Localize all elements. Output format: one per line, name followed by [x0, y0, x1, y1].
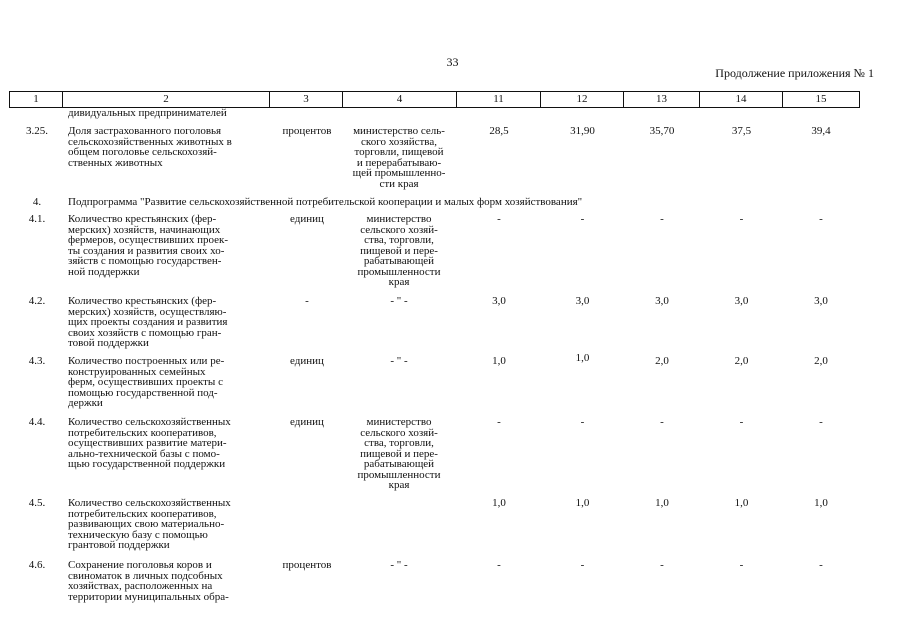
indicator-name: Количество крестьянских (фер- мерских) хозяйств, осуществляю- щих проекты создания и развития своих хозяйств с помощью гран- товой поддержки [68, 295, 228, 349]
unit: единиц [290, 213, 324, 225]
value-col-13: - [660, 416, 664, 428]
value-col-13: 3,0 [655, 295, 669, 307]
value-col-11: 3,0 [492, 295, 506, 307]
row-number: 3.25. [26, 125, 48, 137]
unit: процентов [282, 559, 332, 571]
unit: процентов [282, 125, 332, 137]
value-col-14: 3,0 [734, 295, 749, 307]
value-col-14: - [739, 559, 744, 571]
indicator-name: Сохранение поголовья коров и свиноматок в личных подсобных хозяйствах, расположенных на территории муниципальных обра- [68, 559, 229, 603]
value-col-14: 2,0 [734, 355, 749, 367]
indicator-name: Количество построенных или ре- конструированных семейных ферм, осуществивших проекты с помощью государственной под- держки [68, 355, 225, 409]
header-cell: 15 [783, 92, 860, 108]
header-cell: 2 [63, 92, 270, 108]
responsible-org: - " - [390, 295, 408, 307]
value-col-14: - [739, 213, 744, 225]
header-cell: 14 [700, 92, 783, 108]
value-col-15: 3,0 [814, 295, 828, 307]
value-col-11: - [497, 416, 501, 428]
value-col-13: - [660, 213, 664, 225]
value-col-11: 28,5 [489, 125, 509, 137]
row-number: 4.4. [28, 416, 46, 428]
row-number: 4.6. [28, 559, 46, 571]
responsible-org: министерство сельского хозяй- ства, торговли, пищевой и пере- рабатывающей промышленности края [357, 416, 441, 491]
row-number: 4.2. [28, 295, 46, 307]
page-number: 33 [446, 55, 459, 69]
indicator-name: Количество сельскохозяйственных потребительских кооперативов, осуществивших развитие матери- ально-технической базы с помо- щью государственной поддержки [68, 416, 231, 470]
value-col-12: - [580, 416, 585, 428]
header-cell: 13 [624, 92, 700, 108]
column-header-table [9, 91, 860, 108]
value-col-13: 35,70 [649, 125, 675, 137]
responsible-org: министерство сель- ского хозяйства, торговли, пищевой и перерабатываю- щей промышленно- сти края [352, 125, 446, 190]
value-col-12: - [580, 559, 585, 571]
value-col-14: - [739, 416, 744, 428]
row-number: 4.1. [28, 213, 46, 225]
header-cell: 11 [457, 92, 541, 108]
value-col-15: 2,0 [814, 355, 828, 367]
subprogram-title: Подпрограмма "Развитие сельскохозяйственной потребительской кооперации и малых форм хозяйствования" [68, 196, 583, 208]
row-number: 4.5. [28, 497, 46, 509]
value-col-14: 37,5 [731, 125, 752, 137]
value-col-13: 1,0 [655, 497, 669, 509]
value-col-11: 1,0 [492, 497, 506, 509]
value-col-15: - [819, 213, 823, 225]
value-col-15: - [819, 416, 823, 428]
header-cell: 3 [270, 92, 343, 108]
header-cell: 12 [541, 92, 624, 108]
row-number: 4. [32, 196, 42, 208]
value-col-14: 1,0 [734, 497, 749, 509]
value-col-12: 3,0 [575, 295, 590, 307]
unit: - [305, 295, 309, 307]
responsible-org: - " - [390, 355, 408, 367]
header-cell: 1 [10, 92, 63, 108]
value-col-13: - [660, 559, 664, 571]
indicator-name: Количество крестьянских (фер- мерских) хозяйств, начинающих фермеров, осуществивших проек- ты создания и развития своих хо- зяйств с помощью государствен- ной поддержки [68, 213, 228, 278]
value-col-15: 39,4 [811, 125, 831, 137]
unit: единиц [290, 355, 324, 367]
indicator-name: Количество сельскохозяйственных потребительских кооперативов, развивающих свою материально- техническую базу с помощью грантовой поддержки [68, 497, 231, 551]
value-col-15: - [819, 559, 823, 571]
indicator-name: Доля застрахованного поголовья сельскохозяйственных животных в общем поголовье сельскохозяй- ственных животных [68, 125, 232, 169]
header-cell: 4 [343, 92, 457, 108]
carryover-text: дивидуальных предпринимателей [68, 107, 227, 119]
responsible-org: - " - [390, 559, 408, 571]
continuation-label: Продолжение приложения № 1 [715, 66, 874, 80]
row-number: 4.3. [28, 355, 46, 367]
responsible-org: министерство сельского хозяй- ства, торговли, пищевой и пере- рабатывающей промышленности края [357, 213, 441, 288]
value-col-12: - [580, 213, 585, 225]
value-col-11: 1,0 [492, 355, 506, 367]
value-col-12: 1,0 [575, 352, 590, 364]
header-row [10, 92, 860, 108]
value-col-11: - [497, 213, 501, 225]
unit: единиц [290, 416, 324, 428]
value-col-15: 1,0 [814, 497, 828, 509]
value-col-13: 2,0 [655, 355, 669, 367]
value-col-11: - [497, 559, 501, 571]
value-col-12: 31,90 [570, 125, 595, 137]
value-col-12: 1,0 [575, 497, 590, 509]
